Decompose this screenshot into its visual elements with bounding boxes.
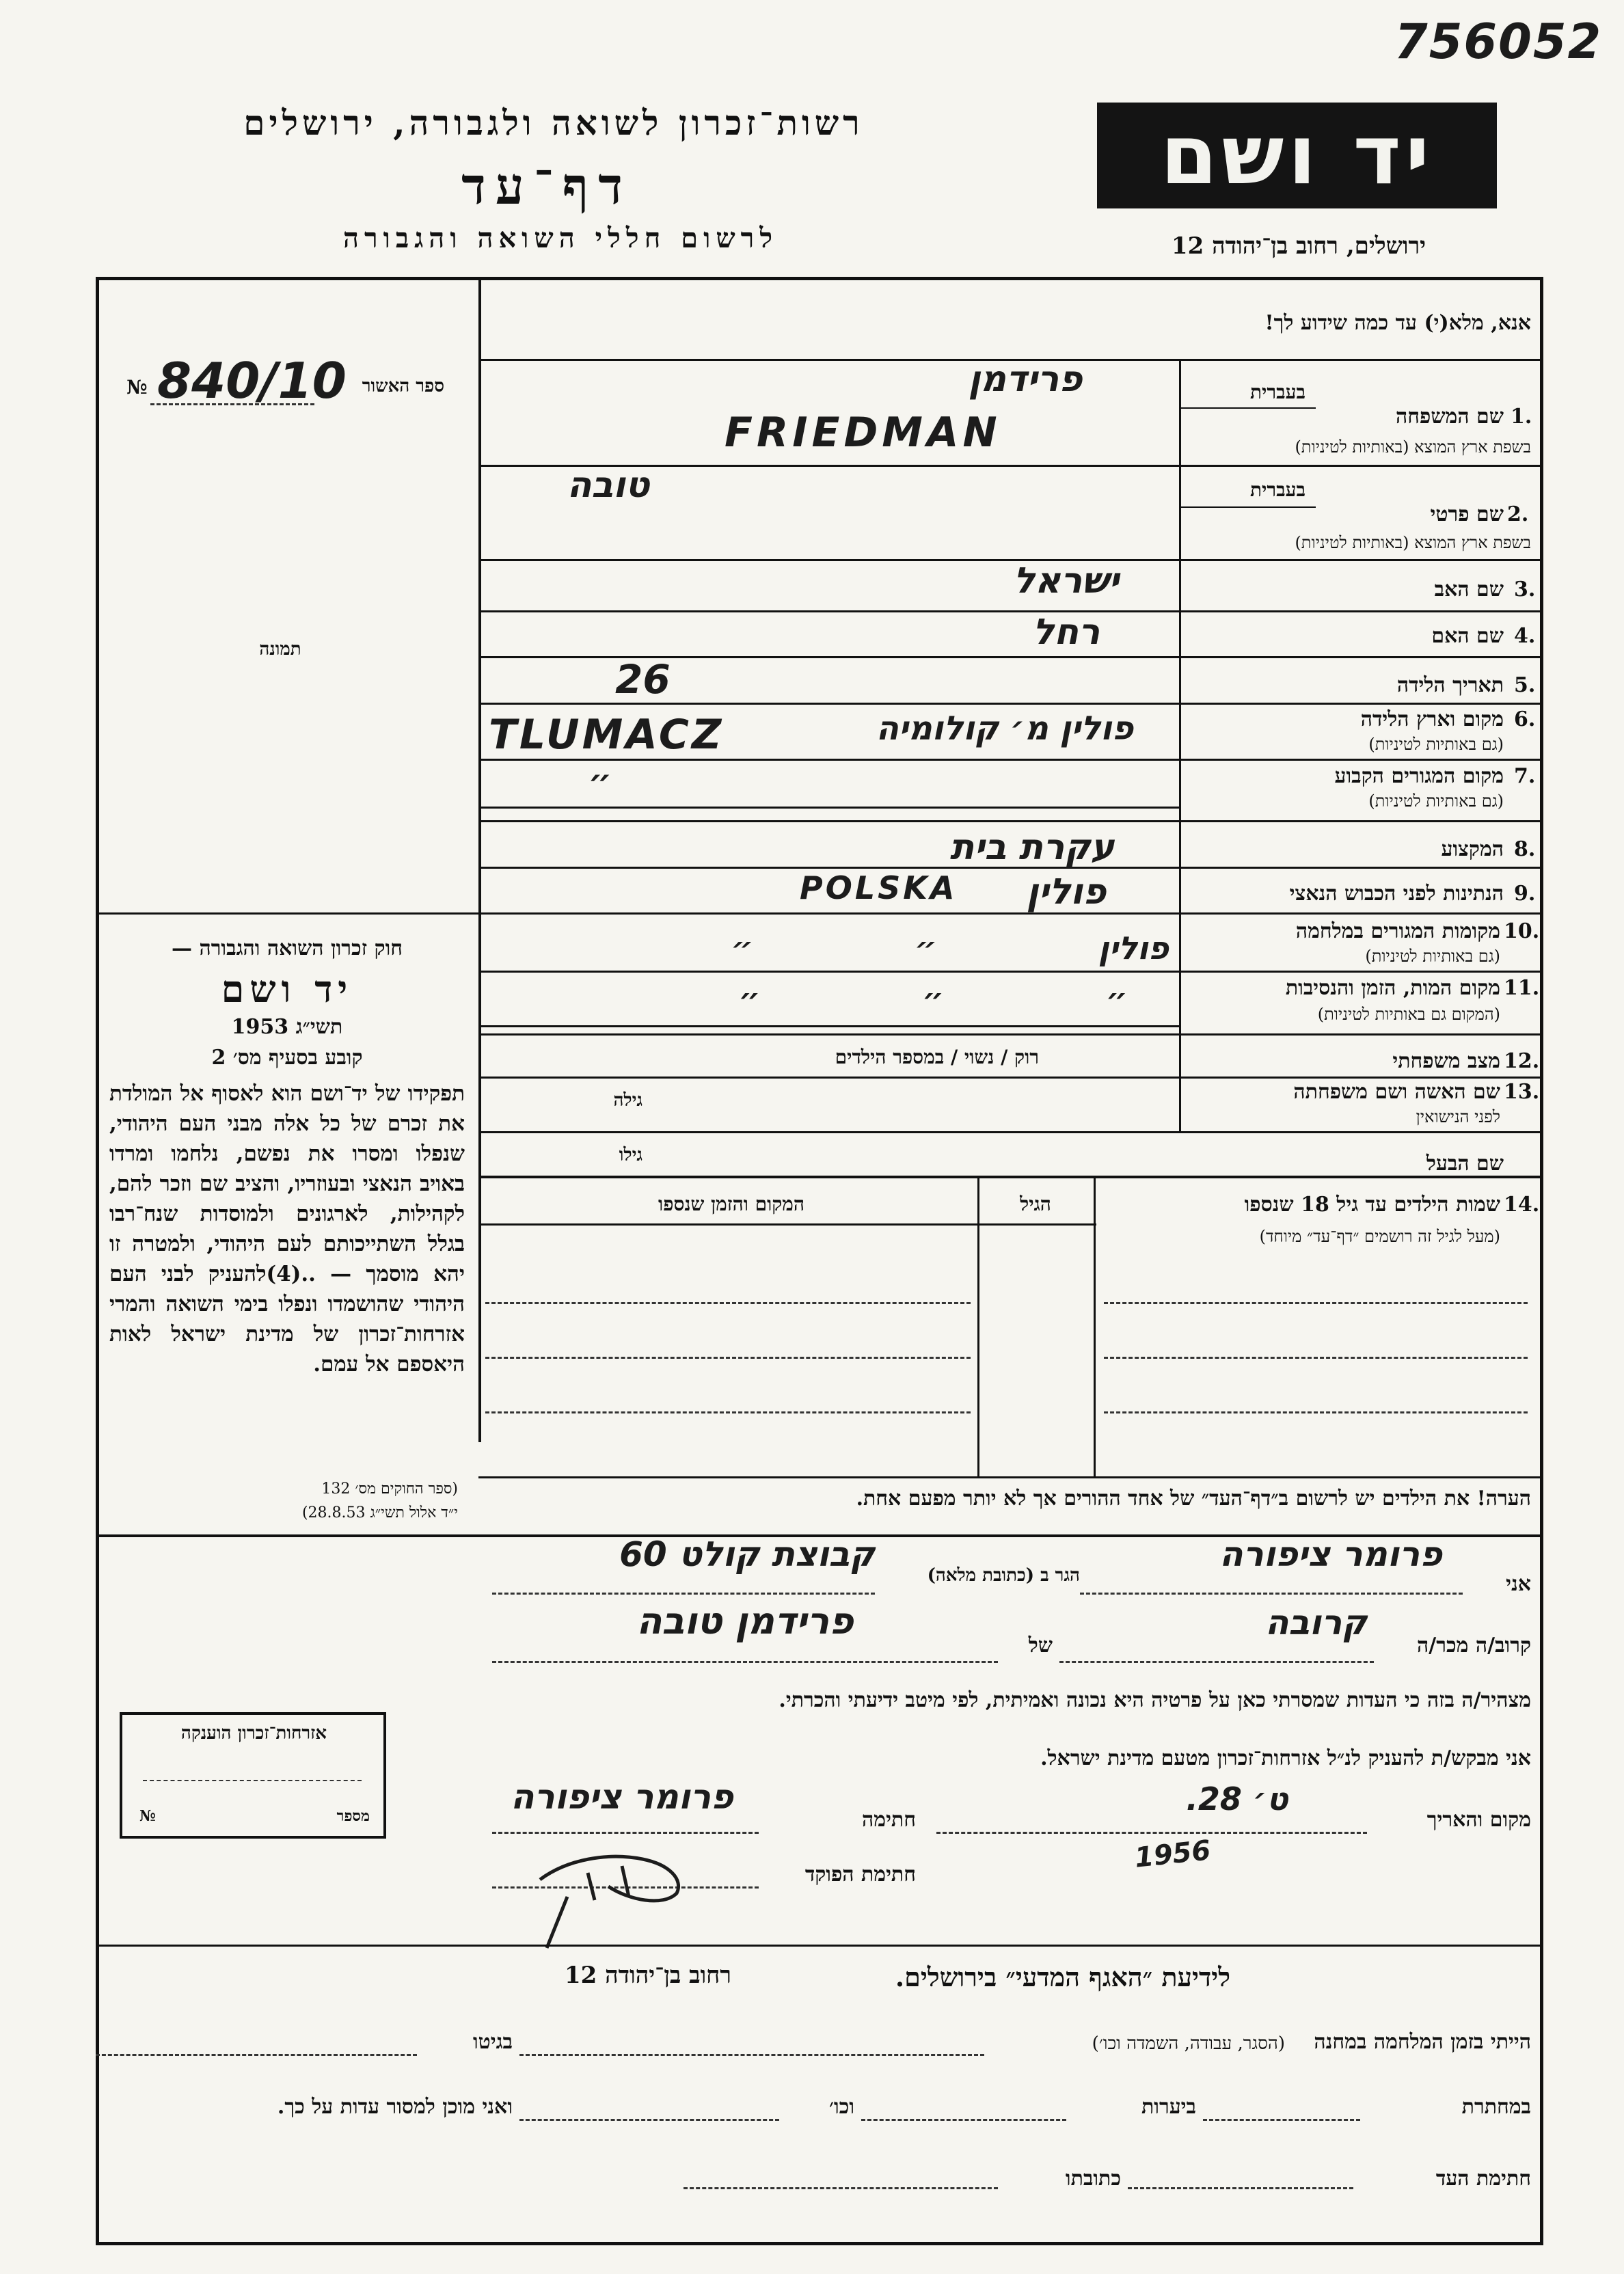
- place-date-value: ט׳ 28.: [1186, 1781, 1288, 1817]
- nationality-latin-value: POLSKA: [800, 869, 958, 906]
- certificate-number-mark: №: [126, 376, 148, 398]
- field-label: שם המשפחה: [1395, 405, 1504, 429]
- signature-value: פרומר ציפורה: [511, 1777, 733, 1817]
- children-place-header: המקום והזמן שנספו: [658, 1193, 804, 1215]
- bottom-testimony-label: ואני מוכן למסור עדות על כך.: [277, 2095, 513, 2119]
- birthplace-hebrew-value: פולין מ׳ קולומיה: [876, 709, 1134, 748]
- field-number: 13.: [1504, 1080, 1540, 1104]
- field-sublabel: (המקום גם באותיות לטיניות): [1317, 1005, 1500, 1024]
- death-place-value: ״ ״ ״: [737, 981, 1128, 1018]
- children-label: שמות הילדים עד גיל 18 שנספו: [1244, 1193, 1500, 1217]
- declarant-i-label: אני: [1506, 1572, 1531, 1596]
- field-label-mother: שם האם: [1431, 624, 1504, 648]
- relation-label: קרוב/ה מכר/ה: [1417, 1634, 1531, 1657]
- relation-value: קרובה: [1265, 1603, 1367, 1642]
- surname-latin-value: FRIEDMAN: [725, 409, 1001, 457]
- hebrew-tag: בעברית: [1249, 478, 1305, 501]
- statement-1: מצהיר/ה בזה כי העדות שמסרתי כאן על פרטיה היא נכונה ואמיתית, לפי מיטב ידיעתי והכרתי.: [779, 1688, 1531, 1712]
- field-label-profession: המקצוע: [1441, 837, 1504, 861]
- field-label-marital: מצב משפחתי: [1392, 1049, 1500, 1073]
- yad-vashem-logo: [1097, 103, 1497, 208]
- law-reference-2: י״ד אלול תשי״ג 28.8.53): [301, 1504, 458, 1521]
- form-title: דף־עד: [461, 157, 632, 216]
- bottom-witness-address-label: כתובתו: [1065, 2167, 1121, 2191]
- bottom-ghetto-label: בגיטו: [472, 2030, 513, 2054]
- field-number: 1.: [1511, 405, 1532, 429]
- given-name-hebrew-value: טובה: [567, 465, 650, 506]
- field-label: שם פרטי: [1430, 502, 1504, 526]
- field-sublabel: בשפת ארץ המוצא (באותיות לטיניות): [1295, 533, 1531, 552]
- surname-hebrew-value: פרידמן: [968, 359, 1083, 400]
- field-number: 2.: [1507, 502, 1529, 526]
- official-signature-label: חתימת הפוקד: [804, 1863, 916, 1886]
- field-sublabel: (גם באותיות לטיניות): [1368, 791, 1504, 811]
- field-number: 9.: [1514, 882, 1536, 906]
- field-number: 8.: [1514, 837, 1536, 861]
- declarant-name-value: פרומר ציפורה: [1219, 1534, 1442, 1574]
- statement-2: אני מבקש/ת להעניק לנ״ל אזרחות־זכרון מטעם מדינת ישראל.: [1040, 1746, 1531, 1770]
- place-date-label: מקום והאריך: [1426, 1808, 1531, 1832]
- hebrew-tag: בעברית: [1249, 381, 1305, 403]
- signature-label: חתימה: [862, 1808, 916, 1832]
- field-number: 7.: [1514, 764, 1536, 788]
- stamp-box-title: אזרחות־זכרון הוענקה: [180, 1723, 327, 1744]
- certificate-label: ספר האשור: [362, 376, 444, 396]
- mother-name-value: רחל: [1032, 612, 1100, 653]
- bottom-forests-label: ביערות: [1141, 2095, 1196, 2119]
- stamp-box-number-label: מספר: [336, 1807, 370, 1825]
- field-number: 11.: [1504, 976, 1540, 1000]
- wife-age-label: גילה: [613, 1090, 642, 1111]
- bottom-etc-label: וכו׳: [829, 2095, 854, 2119]
- field-label-residence: מקום המגורים הקבוע: [1334, 764, 1504, 788]
- birthdate-value: 26: [615, 656, 671, 703]
- certificate-number-value: 840/10: [157, 352, 347, 409]
- field-label-nationality: הנתינות לפני הכבוש הנאצי: [1289, 882, 1504, 906]
- law-title: חוק זכרון השואה והגבורה —: [172, 936, 403, 960]
- field-number: 14.: [1504, 1193, 1540, 1217]
- field-number: 4.: [1514, 624, 1536, 648]
- bottom-camp-types: (הסגר, עבודה, השמדה וכו׳): [1092, 2033, 1285, 2054]
- photo-label: תמונה: [259, 639, 301, 660]
- field-label-death: מקום המות, הזמן והנסיבות: [1285, 976, 1500, 1000]
- birthplace-latin-value: TLUMACZ: [489, 711, 725, 759]
- field-label-birthplace: מקום וארץ הלידה: [1360, 707, 1504, 731]
- residence-value: ״: [588, 762, 612, 802]
- instruction: אנא, מלא(י) עד כמה שידוע לך!: [1264, 311, 1531, 335]
- bottom-camp-label: הייתי בזמן המלחמה במחנה: [1314, 2030, 1531, 2054]
- wartime-residence-value: פולין ״ ״: [731, 930, 1169, 966]
- bottom-underground-label: במחתרת: [1461, 2095, 1531, 2119]
- field-label-father: שם האב: [1434, 578, 1504, 601]
- law-clause: קובע בסעיף מס׳ 2: [211, 1046, 363, 1070]
- bottom-title: לידיעת ״האגף המדעי״ בירושלים.: [895, 1962, 1230, 1992]
- note: הערה! את הילדים יש לרשום ב״דף־העד״ של אחד ההורים אך לא יותר מפעם אחת.: [856, 1487, 1531, 1511]
- declarant-address-label: הגר ב (כתובת מלאה): [927, 1565, 1080, 1586]
- field-label-birthdate: תאריך הלידה: [1396, 673, 1504, 697]
- field-label-husband: שם הבעל: [1426, 1152, 1504, 1176]
- law-name: יד ושם: [221, 967, 353, 1011]
- field-sublabel: (גם באותיות לטיניות): [1365, 947, 1500, 966]
- of-value: פרידמן טובה: [636, 1599, 854, 1642]
- year-value: 1956: [1133, 1835, 1213, 1874]
- field-label-wartime-residence: מקומות המגורים במלחמה: [1295, 919, 1500, 943]
- field-number: 6.: [1514, 707, 1536, 731]
- husband-age-label: גילו: [619, 1145, 642, 1165]
- bottom-witness-signature-label: חתימת העד: [1435, 2167, 1531, 2191]
- field-number: 3.: [1514, 578, 1536, 601]
- law-text: תפקידו של יד־ושם הוא לאסוף אל המולדת את זכרם של כל אלה מבני העם היהודי, שנפלו ומסרו את נפשם, נלחמו ומרדו באויב הנאצי ובעוזריו, והציב שם וזכר להם, לקהילות, לארגונים ולמוסדות שנח־רבו בגלל השתייכותם לעם היהודי, ולמטרה זו יהא מוסמך — ..(4)להעניק לבני העם היהודי שהושמדו ונפלו בימי השואה והמרי אזרחות־זכרון של מדינת ישראל לאות היאספם אל עמם.: [109, 1081, 465, 1377]
- children-age-header: הגיל: [1020, 1193, 1051, 1215]
- form-subtitle: לרשום חללי השואה והגבורה: [342, 222, 779, 254]
- of-label: של: [1028, 1634, 1053, 1657]
- declarant-address-value: קבוצת קולט 60: [619, 1534, 875, 1574]
- law-reference-1: (ספר החוקים מס׳ 132: [321, 1480, 458, 1498]
- field-sublabel: בשפת ארץ המוצא (באותיות לטיניות): [1295, 437, 1531, 457]
- nationality-hebrew-value: פולין: [1026, 871, 1107, 912]
- field-number: 5.: [1514, 673, 1536, 697]
- children-sublabel: (מעל לגיל זה רושמים ״דף־עד״ מיוחד): [1259, 1227, 1500, 1246]
- father-name-value: ישראל: [1013, 560, 1120, 601]
- field-number: 12.: [1504, 1049, 1540, 1073]
- citizenship-stamp-box: [120, 1712, 386, 1839]
- authority-line: רשות־זכרון לשואה ולגבורה, ירושלים: [243, 103, 864, 143]
- archive-number: 756052: [1394, 14, 1603, 70]
- law-year: תשי״ג 1953: [231, 1015, 343, 1039]
- field-sublabel: לפני הנישואין: [1416, 1107, 1500, 1126]
- bottom-address: רחוב בן־יהודה 12: [564, 1962, 731, 1989]
- profession-value: עקרת בית: [949, 827, 1115, 868]
- field-sublabel: (גם באותיות לטיניות): [1368, 735, 1504, 754]
- marital-options: רוק / נשוי / במספר הילדים: [835, 1046, 1039, 1068]
- field-number: 10.: [1504, 919, 1540, 943]
- logo-text: יד ושם: [1160, 108, 1434, 203]
- field-label-wife: שם האשה ושם משפחתה: [1293, 1080, 1500, 1104]
- stamp-box-number-mark: №: [139, 1807, 156, 1825]
- header-address: ירושלים, רחוב בן־יהודה 12: [1171, 232, 1426, 260]
- official-signature-mark: [526, 1832, 718, 1955]
